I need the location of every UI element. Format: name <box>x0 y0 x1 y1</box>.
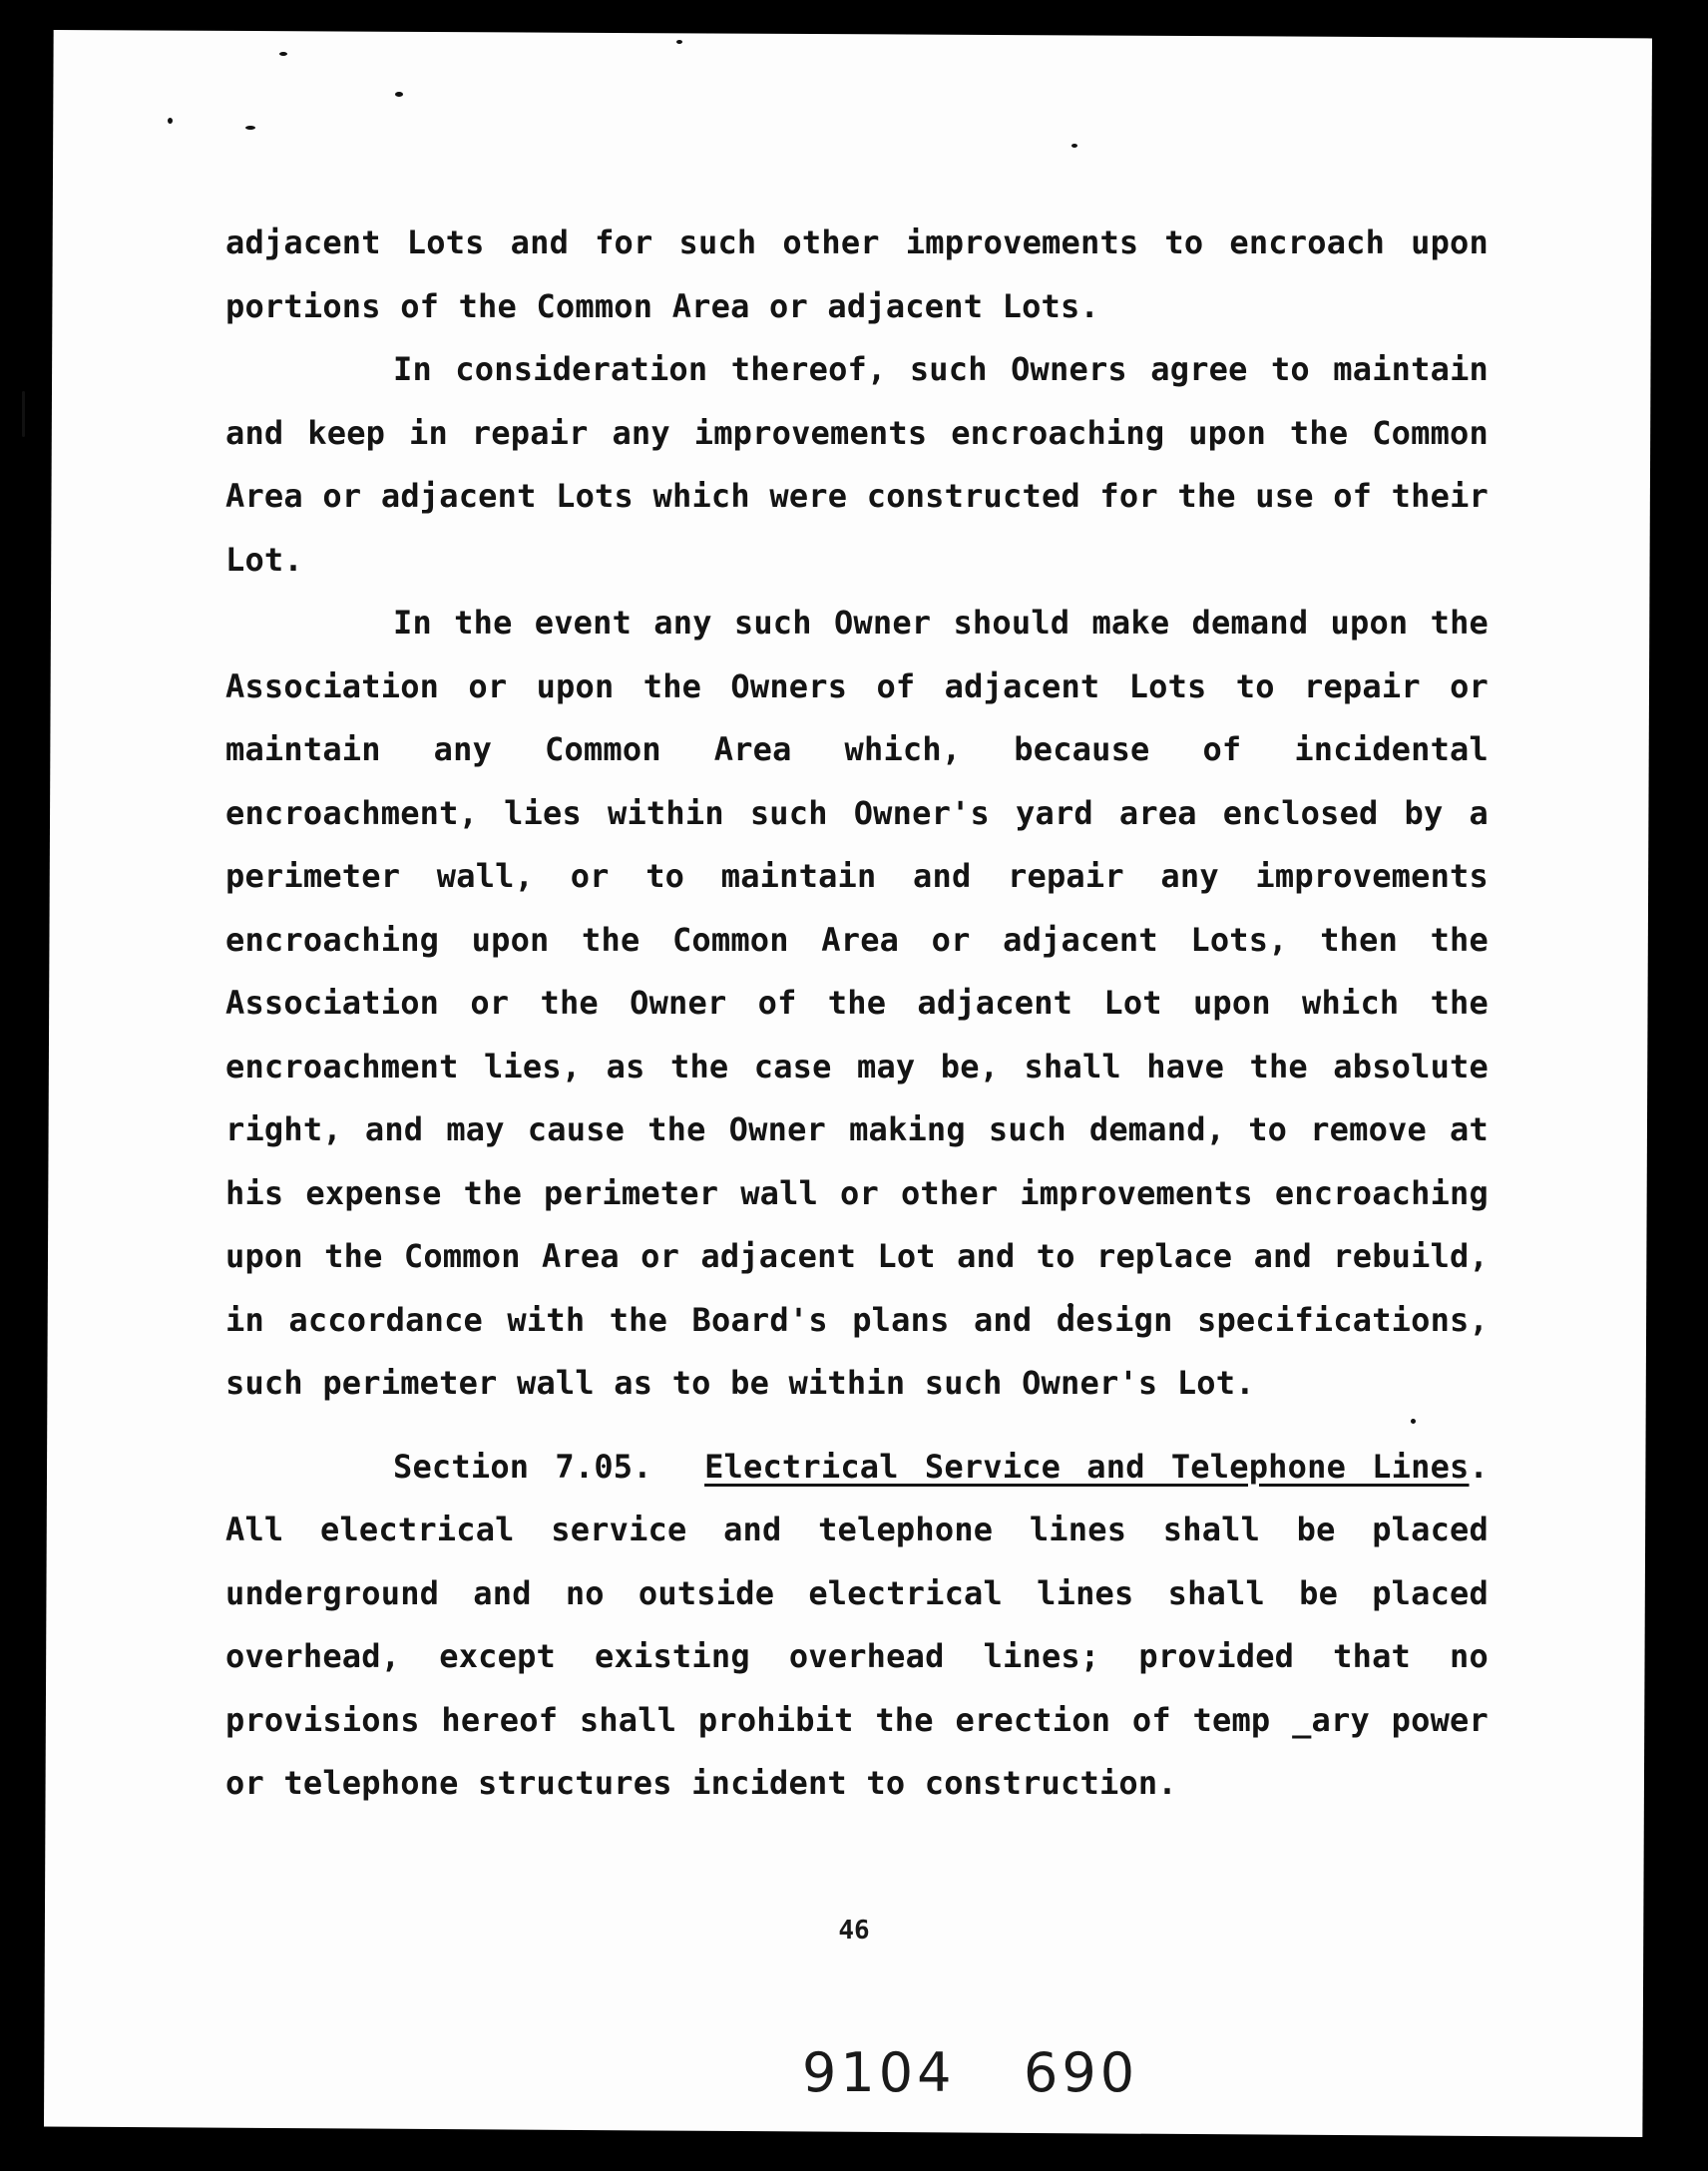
scan-speck <box>676 40 682 44</box>
section-title: Electrical Service and Telephone Lines <box>704 1447 1470 1486</box>
section-number: Section 7.05. <box>393 1447 652 1486</box>
scan-speck <box>245 126 255 130</box>
scan-speck <box>22 391 25 437</box>
paragraph: In consideration thereof, such Owners agree to maintain and keep in repair any improvements encroaching upon the Common Area or adjacent Lots which were constructed for the use of their Lot. <box>225 350 1489 579</box>
scan-speck <box>168 118 173 124</box>
section-body: All electrical service and telephone lines shall be placed underground and no outside electrical lines shall be placed overhead, except existing overhead lines; provided that no provisions hereof shall prohibit the erection of temp _ary power or telephone structures incident to construction. <box>225 1511 1489 1802</box>
document-number-right: 690 <box>1024 2041 1139 2104</box>
scan-speck <box>395 92 403 97</box>
scan-speck <box>1071 144 1077 148</box>
paragraph: In the event any such Owner should make demand upon the Association or upon the Owners of adjacent Lots to repair or maintain any Common Area which, because of incidental encroachment, lies within such Owner's yard area enclosed by a perimeter wall, or to maintain and repair any improvements encroaching upon the Common Area or adjacent Lots, then the Association or the Owner of the adjacent Lot upon which the encroachment lies, as the case may be, shall have the absolute right, and may cause the Owner making such demand, to remove at his expense the perimeter wall or other improvements encroaching upon the Common Area or adjacent Lot and to replace and rebuild, in accordance with the Board's plans and design specifications, such perimeter wall as to be within such Owner's Lot. <box>225 604 1489 1402</box>
document-number-left: 9104 <box>802 2041 956 2104</box>
paragraph: adjacent Lots and for such other improvements to encroach upon portions of the Common Area or adjacent Lots. <box>225 223 1489 325</box>
section-7-05 <box>225 1436 1489 1816</box>
document-body <box>225 212 1489 1816</box>
scan-speck <box>279 52 287 56</box>
section-title-period: . <box>1469 1447 1489 1486</box>
page-number: 46 <box>838 1916 870 1946</box>
